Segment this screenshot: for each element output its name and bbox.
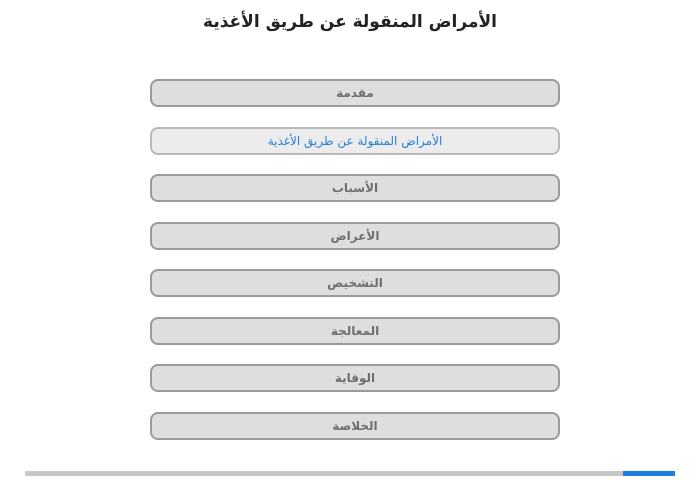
navigation-menu: [150, 79, 560, 459]
menu-item-introduction[interactable]: مقدمة: [150, 79, 560, 107]
menu-item-treatment[interactable]: المعالجة: [150, 317, 560, 345]
progress-bar: [25, 471, 675, 476]
menu-item-conclusion[interactable]: الخلاصة: [150, 412, 560, 440]
menu-item-foodborne-diseases[interactable]: الأمراض المنقولة عن طريق الأغذية: [150, 127, 560, 155]
menu-item-symptoms[interactable]: الأعراض: [150, 222, 560, 250]
menu-item-causes[interactable]: الأسباب: [150, 174, 560, 202]
menu-item-prevention[interactable]: الوقاية: [150, 364, 560, 392]
progress-bar-fill: [623, 471, 675, 476]
page-title: الأمراض المنقولة عن طريق الأغذية: [203, 12, 497, 32]
menu-item-diagnosis[interactable]: التشخيص: [150, 269, 560, 297]
